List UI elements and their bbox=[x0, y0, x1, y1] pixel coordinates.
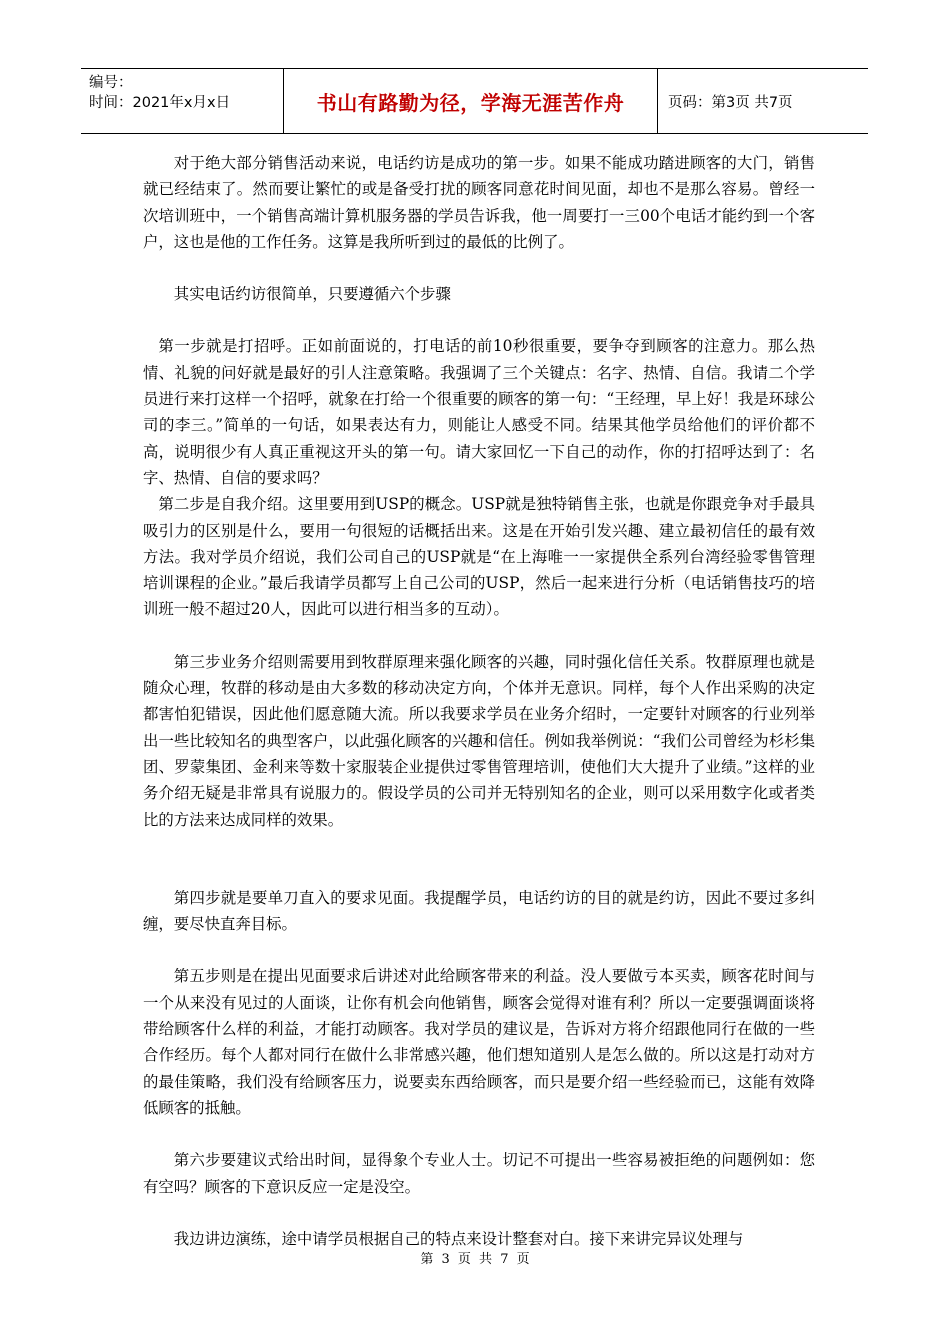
footer-page-number: 第 3 页 共 7 页 bbox=[420, 1252, 530, 1267]
paragraph-gap bbox=[143, 937, 815, 963]
paragraph-gap bbox=[143, 833, 815, 859]
header-table bbox=[81, 68, 868, 134]
paragraph-step-6: 第六步要建议式给出时间，显得象个专业人士。切记不可提出一些容易被拒绝的问题例如：您有空吗？顾客的下意识反应一定是没空。 bbox=[143, 1151, 815, 1196]
paragraph-gap bbox=[143, 1200, 815, 1226]
paragraph-gap bbox=[143, 307, 815, 333]
document-number-label: 编号： bbox=[89, 75, 133, 91]
header-page-info: 页码：第3页 共7页 bbox=[668, 94, 793, 111]
header-motto: 书山有路勤为径，学海无涯苦作舟 bbox=[316, 90, 625, 115]
paragraph-step-5: 第五步则是在提出见面要求后讲述对此给顾客带来的利益。没人要做亏本买卖，顾客花时间与一个从来没有见过的人面谈，让你有机会向他销售，顾客会觉得对谁有利？所以一定要强调面谈将带给顾客什么样的利益，才能打动顾客。我对学员的建议是，告诉对方将介绍跟他同行在做的一些合作经历。每个人都对同行在做什么非常感兴趣，他们想知道别人是怎么做的。所以这是打动对方的最佳策略，我们没有给顾客压力，说要卖东西给顾客，而只是要介绍一些经验而已，这能有效降低顾客的抵触。 bbox=[143, 967, 815, 1117]
header-motto-cell bbox=[283, 69, 658, 133]
paragraph-six-steps: 其实电话约访很简单，只要遵循六个步骤 bbox=[173, 285, 451, 304]
paragraph-step-3: 第三步业务介绍则需要用到牧群原理来强化顾客的兴趣，同时强化信任关系。牧群原理也就是随众心理，牧群的移动是由大多数的移动决定方向，个体并无意识。同样，每个人作出采购的决定都害怕犯错误，因此他们愿意随大流。所以我要求学员在业务介绍时，一定要针对顾客的行业列举出一些比较知名的典型客户，以此强化顾客的兴趣和信任。例如我举例说：“我们公司曾经为杉杉集团、罗蒙集团、金利来等数十家服装企业提供过零售管理培训，使他们大大提升了业绩。”这样的业务介绍无疑是非常具有说服力的。假设学员的公司并无特别知名的企业，则可以采用数字化或者类比的方法来达成同样的效果。 bbox=[143, 652, 815, 829]
paragraph-gap bbox=[143, 623, 815, 649]
paragraph-gap bbox=[143, 255, 815, 281]
header-page-cell bbox=[658, 69, 868, 133]
page-footer bbox=[0, 1248, 950, 1267]
paragraph-step-2: 第二步是自我介绍。这里要用到USP的概念。USP就是独特销售主张，也就是你跟竞争对手最具吸引力的区别是什么，要用一句很短的话概括出来。这是在开始引发兴趣、建立最初信任的最有效方法。我对学员介绍说，我们公司自己的USP就是“在上海唯一一家提供全系列台湾经验零售管理培训课程的企业。”最后我请学员都写上自己公司的USP，然后一起来进行分析（电话销售技巧的培训班一般不超过20人，因此可以进行相当多的互动）。 bbox=[143, 495, 815, 619]
document-body bbox=[143, 150, 815, 1252]
header-left-cell bbox=[81, 69, 283, 133]
paragraph-gap bbox=[143, 859, 815, 885]
document-time-label: 时间：2021年x月x日 bbox=[89, 95, 231, 111]
paragraph-gap bbox=[143, 1121, 815, 1147]
paragraph-intro: 对于绝大部分销售活动来说，电话约访是成功的第一步。如果不能成功踏进顾客的大门，销售就已经结束了。然而要让繁忙的或是备受打扰的顾客同意花时间见面，却也不是那么容易。曾经一次培训班中，一个销售高端计算机服务器的学员告诉我，他一周要打一三00个电话才能约到一个客户，这也是他的工作任务。这算是我所听到过的最低的比例了。 bbox=[143, 154, 815, 251]
paragraph-closing: 我边讲边演练，途中请学员根据自己的特点来设计整套对白。接下来讲完异议处理与 bbox=[173, 1229, 744, 1248]
paragraph-step-4: 第四步就是要单刀直入的要求见面。我提醒学员，电话约访的目的就是约访，因此不要过多纠缠，要尽快直奔目标。 bbox=[143, 888, 815, 934]
paragraph-step-1: 第一步就是打招呼。正如前面说的，打电话的前10秒很重要，要争夺到顾客的注意力。那么热情、礼貌的问好就是最好的引人注意策略。我强调了三个关键点：名字、热情、自信。我请二个学员进行来打这样一个招呼，就象在打给一个很重要的顾客的第一句：“王经理，早上好！我是环球公司的李三。”简单的一句话，如果表达有力，则能让人感受不同。结果其他学员给他们的评价都不高，说明很少有人真正重视这开头的第一句。请大家回忆一下自己的动作，你的打招呼达到了：名字、热情、自信的要求吗？ bbox=[143, 337, 815, 487]
